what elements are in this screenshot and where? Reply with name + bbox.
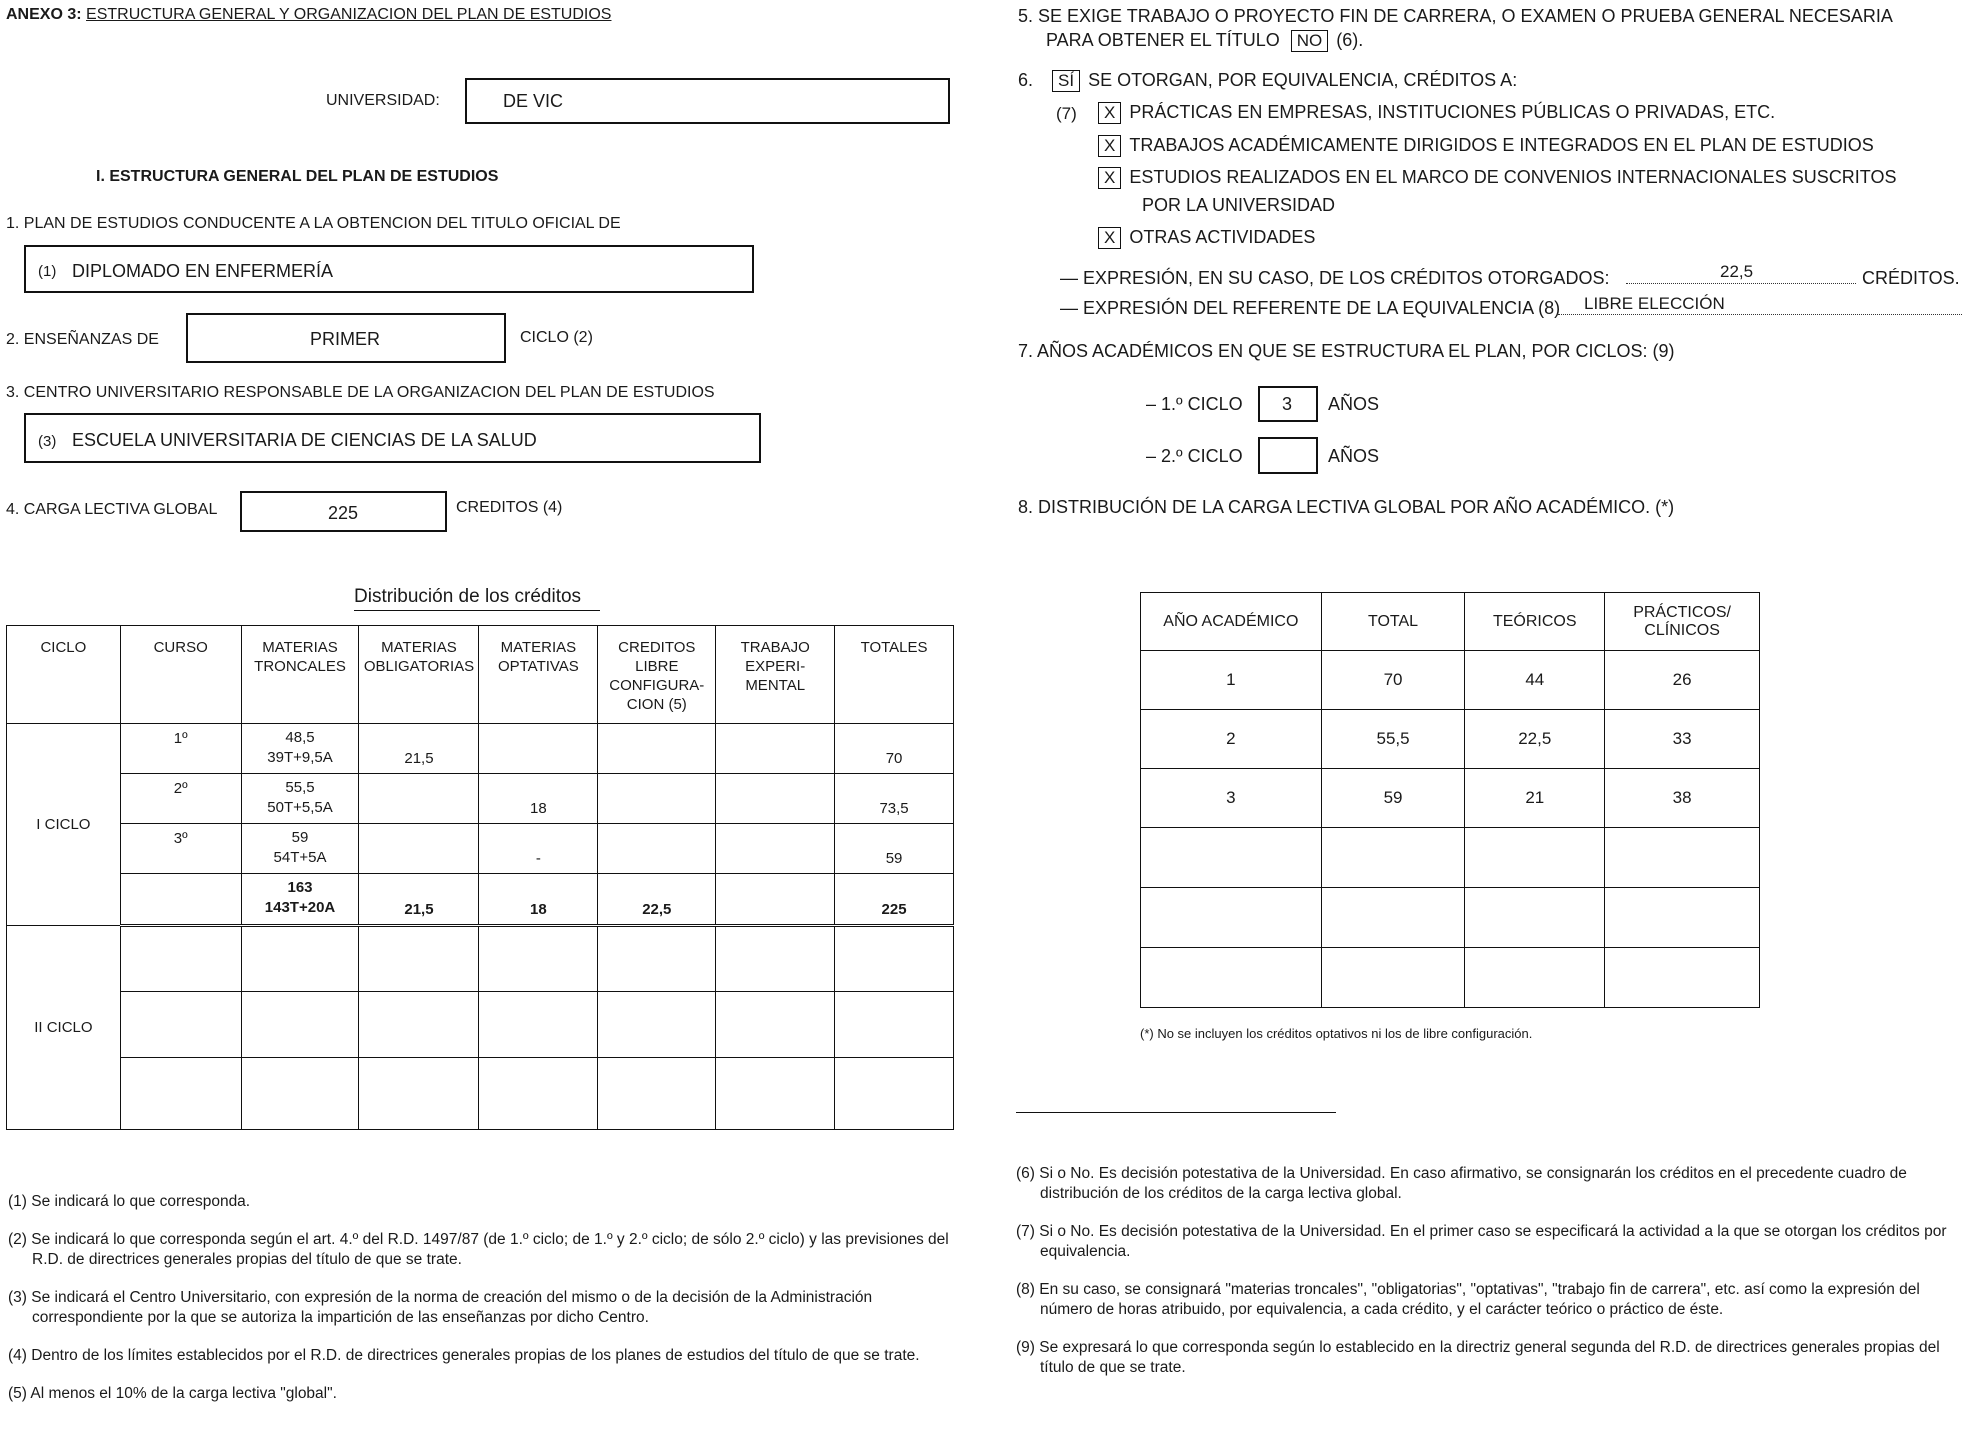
col-ciclo: CICLO <box>7 626 121 724</box>
teoricos-cell: 21 <box>1465 769 1605 828</box>
item4-box <box>240 491 447 532</box>
practicos-cell: 33 <box>1605 710 1760 769</box>
check-row-3-cont: POR LA UNIVERSIDAD <box>1142 195 1336 215</box>
troncales-cell: 59 54T+5A <box>241 824 359 874</box>
col-ano: AÑO ACADÉMICO <box>1141 593 1322 651</box>
credits-table <box>6 625 954 1130</box>
item2-label: 2. ENSEÑANZAS DE <box>6 331 159 348</box>
libre-cell <box>598 824 716 874</box>
table-row <box>7 724 954 774</box>
item3-label: 3. CENTRO UNIVERSITARIO RESPONSABLE DE LA ORGANIZACION DEL PLAN DE ESTUDIOS <box>6 384 715 401</box>
trabajo-cell <box>716 724 835 774</box>
table-row <box>7 824 954 874</box>
troncales-cell: 55,5 50T+5,5A <box>241 774 359 824</box>
col-totales: TOTALES <box>835 626 954 724</box>
obligatorias-cell <box>359 774 479 824</box>
table-row <box>1141 948 1760 1008</box>
item6-si-box: SÍ <box>1052 70 1080 92</box>
footnote-5: (5) Al menos el 10% de la carga lectiva "global". <box>8 1385 337 1402</box>
footnote-1: (1) Se indicará lo que corresponda. <box>8 1193 251 1210</box>
ciclo2-label: – 2.º CICLO <box>1146 446 1243 466</box>
item4-value: 225 <box>328 503 359 523</box>
universidad-label: UNIVERSIDAD: <box>326 92 440 109</box>
teoricos-cell: 22,5 <box>1465 710 1605 769</box>
item6-line <box>1018 70 1517 92</box>
optativas-cell: - <box>479 824 598 874</box>
ciclo2-box <box>1258 437 1318 474</box>
table-row <box>7 774 954 824</box>
item5-no-box: NO <box>1291 30 1329 52</box>
item1-ref: (1) <box>38 263 57 280</box>
item5-line2 <box>1046 30 1363 52</box>
libre-cell <box>598 774 716 824</box>
totales-sum-cell: 225 <box>835 874 954 926</box>
ciclo1-label: – 1.º CICLO <box>1146 394 1243 414</box>
item4-label: 4. CARGA LECTIVA GLOBAL <box>6 501 218 518</box>
optativas-cell: 18 <box>479 774 598 824</box>
check-row-1 <box>1098 102 1775 124</box>
credits-header-row <box>7 626 954 724</box>
totales-cell: 59 <box>835 824 954 874</box>
col-libre: CREDITOS LIBRE CONFIGURA-CION (5) <box>598 626 716 724</box>
total-cell: 59 <box>1321 769 1465 828</box>
section-title: I. ESTRUCTURA GENERAL DEL PLAN DE ESTUDIOS <box>96 168 499 185</box>
check-label: ESTUDIOS REALIZADOS EN EL MARCO DE CONVENIOS INTERNACIONALES SUSCRITOS <box>1129 167 1897 187</box>
footnote-2: (2) Se indicará lo que corresponda según el art. 4.º del R.D. 1497/87 (de 1.º ciclo; de 1.º y 2.º ciclo; de sólo 2.º ciclo) y las previsiones del R.D. de directrices generales propias del título de que se trate. <box>8 1231 949 1268</box>
year-header-row <box>1141 593 1760 651</box>
col-teoricos: TEÓRICOS <box>1465 593 1605 651</box>
table-row <box>1141 710 1760 769</box>
item6-num: 6. <box>1018 70 1034 90</box>
obligatorias-sum-cell: 21,5 <box>359 874 479 926</box>
year-cell: 3 <box>1141 769 1322 828</box>
left-footnotes <box>8 1192 958 1422</box>
libre-sum-cell: 22,5 <box>598 874 716 926</box>
col-optativas: MATERIAS OPTATIVAS <box>479 626 598 724</box>
total-cell: 55,5 <box>1321 710 1465 769</box>
table-row <box>1141 651 1760 710</box>
item1-box <box>24 245 754 293</box>
teoricos-cell: 44 <box>1465 651 1605 710</box>
year-table-note: (*) No se incluyen los créditos optativos ni los de libre configuración. <box>1140 1026 1533 1041</box>
obligatorias-cell: 21,5 <box>359 724 479 774</box>
item3-box <box>24 413 761 463</box>
anexo-title: ESTRUCTURA GENERAL Y ORGANIZACION DEL PLAN DE ESTUDIOS <box>86 6 612 23</box>
item6-ref: (7) <box>1056 104 1077 123</box>
table-row <box>7 926 954 992</box>
totales-cell: 70 <box>835 724 954 774</box>
col-curso: CURSO <box>120 626 241 724</box>
check-label: OTRAS ACTIVIDADES <box>1129 227 1316 247</box>
item1-label: 1. PLAN DE ESTUDIOS CONDUCENTE A LA OBTENCION DEL TITULO OFICIAL DE <box>6 215 621 232</box>
troncales-sum-cell: 163 143T+20A <box>241 874 359 926</box>
table-row <box>1141 888 1760 948</box>
sum-row <box>7 874 954 926</box>
expr1-value: 22,5 <box>1720 262 1754 281</box>
item2-suffix: CICLO (2) <box>520 329 593 346</box>
expr1-suffix: CRÉDITOS. <box>1862 268 1960 288</box>
distribution-title-underline <box>354 610 600 611</box>
footnote-6: (6) Si o No. Es decisión potestativa de la Universidad. En caso afirmativo, se consignarán los créditos en el precedente cuadro de distribución de los créditos de la carga lectiva global. <box>1016 1165 1907 1202</box>
table-row <box>1141 769 1760 828</box>
footnote-7: (7) Si o No. Es decisión potestativa de la Universidad. En el primer caso se especificará la actividad a la que se otorgan los créditos por equivalencia. <box>1016 1223 1947 1260</box>
expr2-value: LIBRE ELECCIÓN <box>1584 294 1725 313</box>
item3-ref: (3) <box>38 433 57 450</box>
expr1-label: — EXPRESIÓN, EN SU CASO, DE LOS CRÉDITOS OTORGADOS: <box>1060 268 1610 288</box>
obligatorias-cell <box>359 824 479 874</box>
checkbox: X <box>1098 135 1121 157</box>
table-row <box>7 1058 954 1130</box>
item5-ref: (6). <box>1336 30 1364 50</box>
universidad-value: DE VIC <box>503 91 564 111</box>
expr1-dotted-line <box>1626 283 1856 284</box>
footnote-9: (9) Se expresará lo que corresponda según lo establecido en la directriz general segunda del R.D. de directrices generales propias del título de que se trate. <box>1016 1339 1940 1376</box>
item2-box <box>186 313 506 363</box>
item1-value: DIPLOMADO EN ENFERMERÍA <box>72 261 334 281</box>
practicos-cell: 38 <box>1605 769 1760 828</box>
item2-value: PRIMER <box>310 329 381 349</box>
col-total: TOTAL <box>1321 593 1465 651</box>
check-label: TRABAJOS ACADÉMICAMENTE DIRIGIDOS E INTEGRADOS EN EL PLAN DE ESTUDIOS <box>1129 135 1874 155</box>
item8-label: 8. DISTRIBUCIÓN DE LA CARGA LECTIVA GLOBAL POR AÑO ACADÉMICO. (*) <box>1018 497 1675 517</box>
year-cell: 1 <box>1141 651 1322 710</box>
footnote-4: (4) Dentro de los límites establecidos por el R.D. de directrices generales propias de los planes de estudios del título de que se trate. <box>8 1347 920 1364</box>
totales-cell: 73,5 <box>835 774 954 824</box>
year-cell: 2 <box>1141 710 1322 769</box>
ciclo2-cell: II CICLO <box>7 926 121 1130</box>
optativas-sum-cell: 18 <box>479 874 598 926</box>
expr2-label: — EXPRESIÓN DEL REFERENTE DE LA EQUIVALENCIA (8) <box>1060 298 1561 318</box>
item6-text: SE OTORGAN, POR EQUIVALENCIA, CRÉDITOS A: <box>1088 70 1518 90</box>
trabajo-cell <box>716 824 835 874</box>
col-practicos: PRÁCTICOS/ CLÍNICOS <box>1605 593 1760 651</box>
curso-cell: 1º <box>120 724 241 774</box>
ciclo1-cell: I CICLO <box>7 724 121 926</box>
trabajo-cell <box>716 774 835 824</box>
item3-value: ESCUELA UNIVERSITARIA DE CIENCIAS DE LA SALUD <box>72 430 537 450</box>
checkbox: X <box>1098 102 1121 124</box>
anexo-heading <box>6 6 611 24</box>
item5-line1: 5. SE EXIGE TRABAJO O PROYECTO FIN DE CARRERA, O EXAMEN O PRUEBA GENERAL NECESARIA <box>1018 6 1893 26</box>
table-row <box>7 992 954 1058</box>
check-row-4 <box>1098 227 1315 249</box>
item7-label: 7. AÑOS ACADÉMICOS EN QUE SE ESTRUCTURA EL PLAN, POR CICLOS: (9) <box>1018 341 1675 361</box>
footnote-8: (8) En su caso, se consignará "materias troncales", "obligatorias", "optativas", "trabajo fin de carrera", etc. así como la expresión del número de horas atribuido, por equivalencia, a cada crédito, y el carácter teórico o práctico de éste. <box>1016 1281 1920 1318</box>
expr2-dotted-line <box>1558 314 1962 315</box>
checkbox: X <box>1098 167 1121 189</box>
check-label: PRÁCTICAS EN EMPRESAS, INSTITUCIONES PÚBLICAS O PRIVADAS, ETC. <box>1129 102 1776 122</box>
check-row-3 <box>1098 167 1897 189</box>
col-troncales: MATERIAS TRONCALES <box>241 626 359 724</box>
ciclo1-anos: AÑOS <box>1328 394 1380 414</box>
trabajo-sum-cell <box>716 874 835 926</box>
footnote-3: (3) Se indicará el Centro Universitario, con expresión de la norma de creación del mismo o de la decisión de la Administración correspondiente por la que se autoriza la impartición de las enseñanzas por dicho Centro. <box>8 1289 873 1326</box>
curso-cell <box>120 874 241 926</box>
item4-suffix: CREDITOS (4) <box>456 499 563 516</box>
col-trabajo: TRABAJO EXPERI-MENTAL <box>716 626 835 724</box>
total-cell: 70 <box>1321 651 1465 710</box>
table-row <box>1141 828 1760 888</box>
check-row-2 <box>1098 135 1874 157</box>
ciclo1-box <box>1258 386 1318 422</box>
right-footnotes <box>1016 1164 1962 1396</box>
item5-text: PARA OBTENER EL TÍTULO <box>1046 30 1280 50</box>
universidad-box <box>465 78 950 124</box>
col-obligatorias: MATERIAS OBLIGATORIAS <box>359 626 479 724</box>
curso-cell: 3º <box>120 824 241 874</box>
libre-cell <box>598 724 716 774</box>
checkbox: X <box>1098 227 1121 249</box>
year-table <box>1140 592 1760 1008</box>
ciclo2-anos: AÑOS <box>1328 446 1380 466</box>
curso-cell: 2º <box>120 774 241 824</box>
practicos-cell: 26 <box>1605 651 1760 710</box>
optativas-cell <box>479 724 598 774</box>
ciclo1-value: 3 <box>1282 394 1293 414</box>
troncales-cell: 48,5 39T+9,5A <box>241 724 359 774</box>
footnote-divider <box>1016 1112 1336 1113</box>
distribution-title: Distribución de los créditos <box>354 586 582 607</box>
anexo-prefix: ANEXO 3: <box>6 6 82 23</box>
